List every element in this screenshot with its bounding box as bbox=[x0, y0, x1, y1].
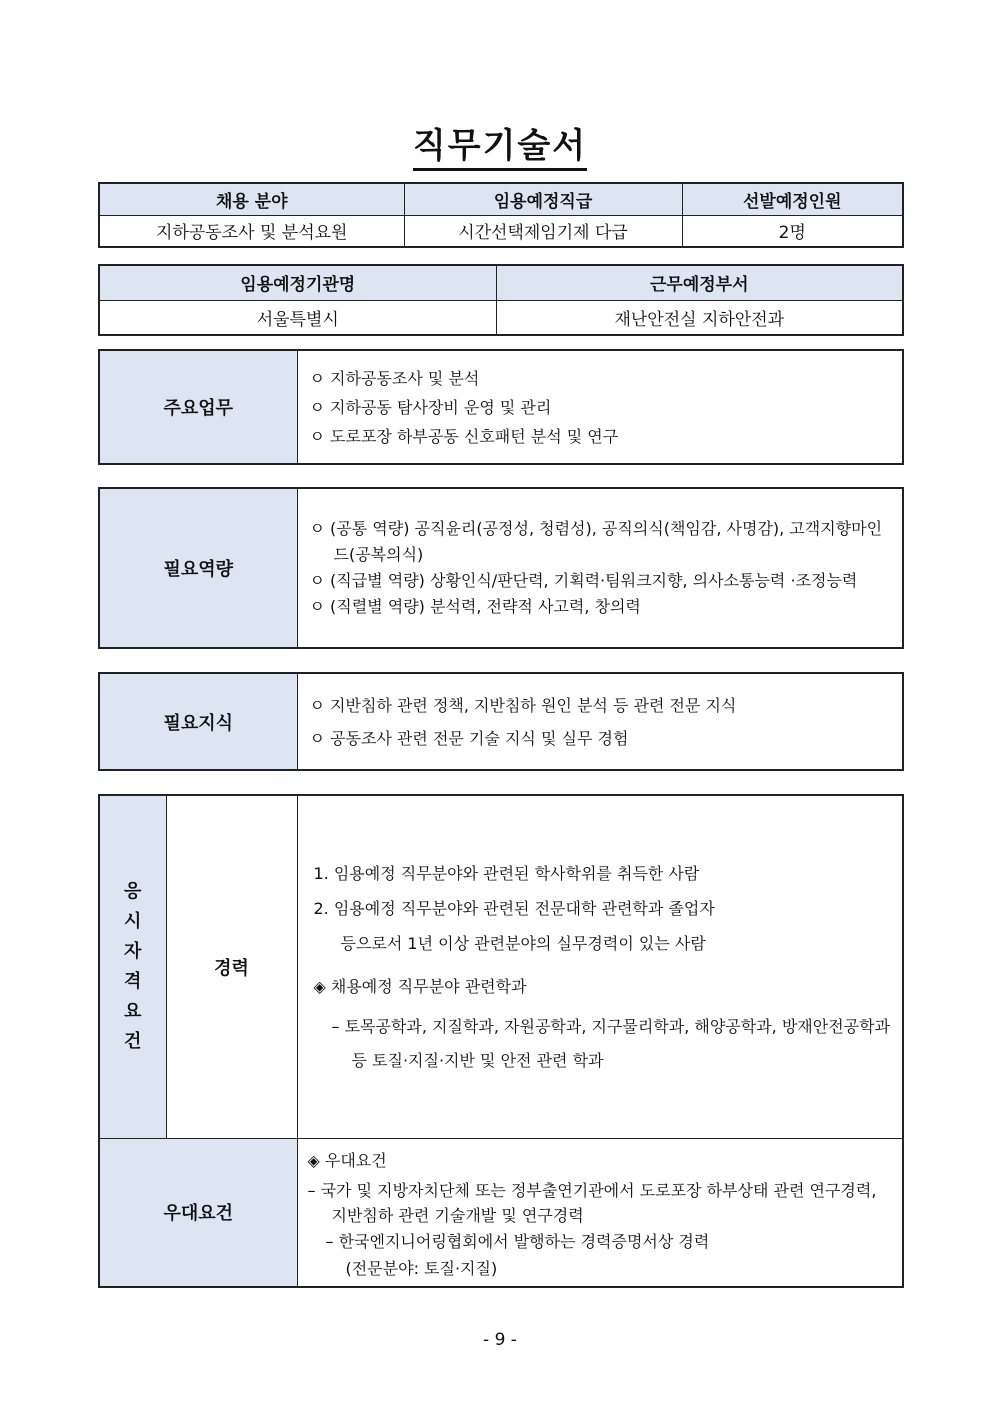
agency-header-name: 임용예정기관명 bbox=[99, 265, 496, 300]
qualification-char: 시 bbox=[124, 910, 142, 932]
related-majors-line: 등 토질·지질·지반 및 안전 관련 학과 bbox=[351, 1050, 604, 1070]
knowledge-label: 필요지식 bbox=[99, 673, 297, 770]
agency-value-dept: 재난안전실 지하안전과 bbox=[496, 300, 903, 335]
competency-table bbox=[98, 487, 904, 649]
competency-content bbox=[297, 488, 903, 648]
duties-content bbox=[297, 350, 903, 464]
experience-content bbox=[297, 795, 903, 1138]
title-text: 직무기술서 bbox=[413, 126, 587, 171]
related-majors-line: – 토목공학과, 지질학과, 자원공학과, 지구물리학과, 해양공학과, 방재안전공학과 bbox=[331, 1016, 891, 1036]
recruit-value-count: 2명 bbox=[682, 215, 903, 247]
qualification-group-label bbox=[99, 795, 166, 1138]
duty-item: ㅇ 지하공동 탐사장비 운영 및 관리 bbox=[309, 397, 552, 417]
recruit-value-grade: 시간선택제임기제 다급 bbox=[404, 215, 682, 247]
related-majors-heading: ◈ 채용예정 직무분야 관련학과 bbox=[313, 976, 527, 996]
recruit-table bbox=[98, 182, 904, 248]
agency-header-dept: 근무예정부서 bbox=[496, 265, 903, 300]
recruit-value-field: 지하공동조사 및 분석요원 bbox=[99, 215, 404, 247]
preference-line: – 한국엔지니어링협회에서 발행하는 경력증명서상 경력 bbox=[325, 1231, 710, 1251]
preference-content bbox=[297, 1138, 903, 1287]
recruit-header-field: 채용 분야 bbox=[99, 183, 404, 215]
knowledge-table bbox=[98, 672, 904, 771]
experience-item-1: 1. 임용예정 직무분야와 관련된 학사학위를 취득한 사람 bbox=[313, 863, 700, 883]
qualification-char: 요 bbox=[124, 1000, 142, 1022]
qualification-char: 응 bbox=[124, 880, 142, 902]
duty-item: ㅇ 지하공동조사 및 분석 bbox=[309, 368, 480, 388]
duties-table bbox=[98, 349, 904, 465]
competency-label: 필요역량 bbox=[99, 488, 297, 648]
recruit-header-grade: 임용예정직급 bbox=[404, 183, 682, 215]
preference-line: – 국가 및 지방자치단체 또는 정부출연기관에서 도로포장 하부상태 관련 연구경력, 지반침하 관련 기술개발 및 연구경력 bbox=[307, 1180, 877, 1225]
competency-item: ㅇ (공통 역량) 공직윤리(공정성, 청렴성), 공직의식(책임감, 사명감), 고객지향마인드(공복의식) bbox=[309, 519, 883, 564]
page-title bbox=[0, 118, 1000, 167]
qualification-char: 자 bbox=[124, 940, 142, 962]
competency-item: ㅇ (직급별 역량) 상황인식/판단력, 기획력·팀워크지향, 의사소통능력 ·조정능력 bbox=[309, 571, 858, 590]
preference-line: (전문분야: 토질·지질) bbox=[345, 1258, 498, 1278]
qualification-char: 격 bbox=[124, 970, 142, 992]
duty-item: ㅇ 도로포장 하부공동 신호패턴 분석 및 연구 bbox=[309, 426, 619, 446]
competency-item: ㅇ (직렬별 역량) 분석력, 전략적 사고력, 창의력 bbox=[309, 597, 641, 616]
knowledge-item: ㅇ 지반침하 관련 정책, 지반침하 원인 분석 등 관련 전문 지식 bbox=[309, 695, 737, 715]
experience-label: 경력 bbox=[166, 795, 297, 1138]
page-number: - 9 - bbox=[483, 1330, 517, 1350]
knowledge-item: ㅇ 공동조사 관련 전문 기술 지식 및 실무 경험 bbox=[309, 728, 629, 748]
preference-label: 우대요건 bbox=[99, 1138, 297, 1287]
experience-item-2: 2. 임용예정 직무분야와 관련된 전문대학 관련학과 졸업자 bbox=[313, 898, 715, 918]
qualification-table bbox=[98, 794, 904, 1288]
agency-table bbox=[98, 264, 904, 336]
qualification-char: 건 bbox=[124, 1030, 142, 1052]
knowledge-content bbox=[297, 673, 903, 770]
preference-heading: ◈ 우대요건 bbox=[307, 1150, 387, 1170]
duties-label: 주요업무 bbox=[99, 350, 297, 464]
agency-value-name: 서울특별시 bbox=[99, 300, 496, 335]
experience-item-2-cont: 등으로서 1년 이상 관련분야의 실무경력이 있는 사람 bbox=[340, 933, 706, 953]
recruit-header-count: 선발예정인원 bbox=[682, 183, 903, 215]
